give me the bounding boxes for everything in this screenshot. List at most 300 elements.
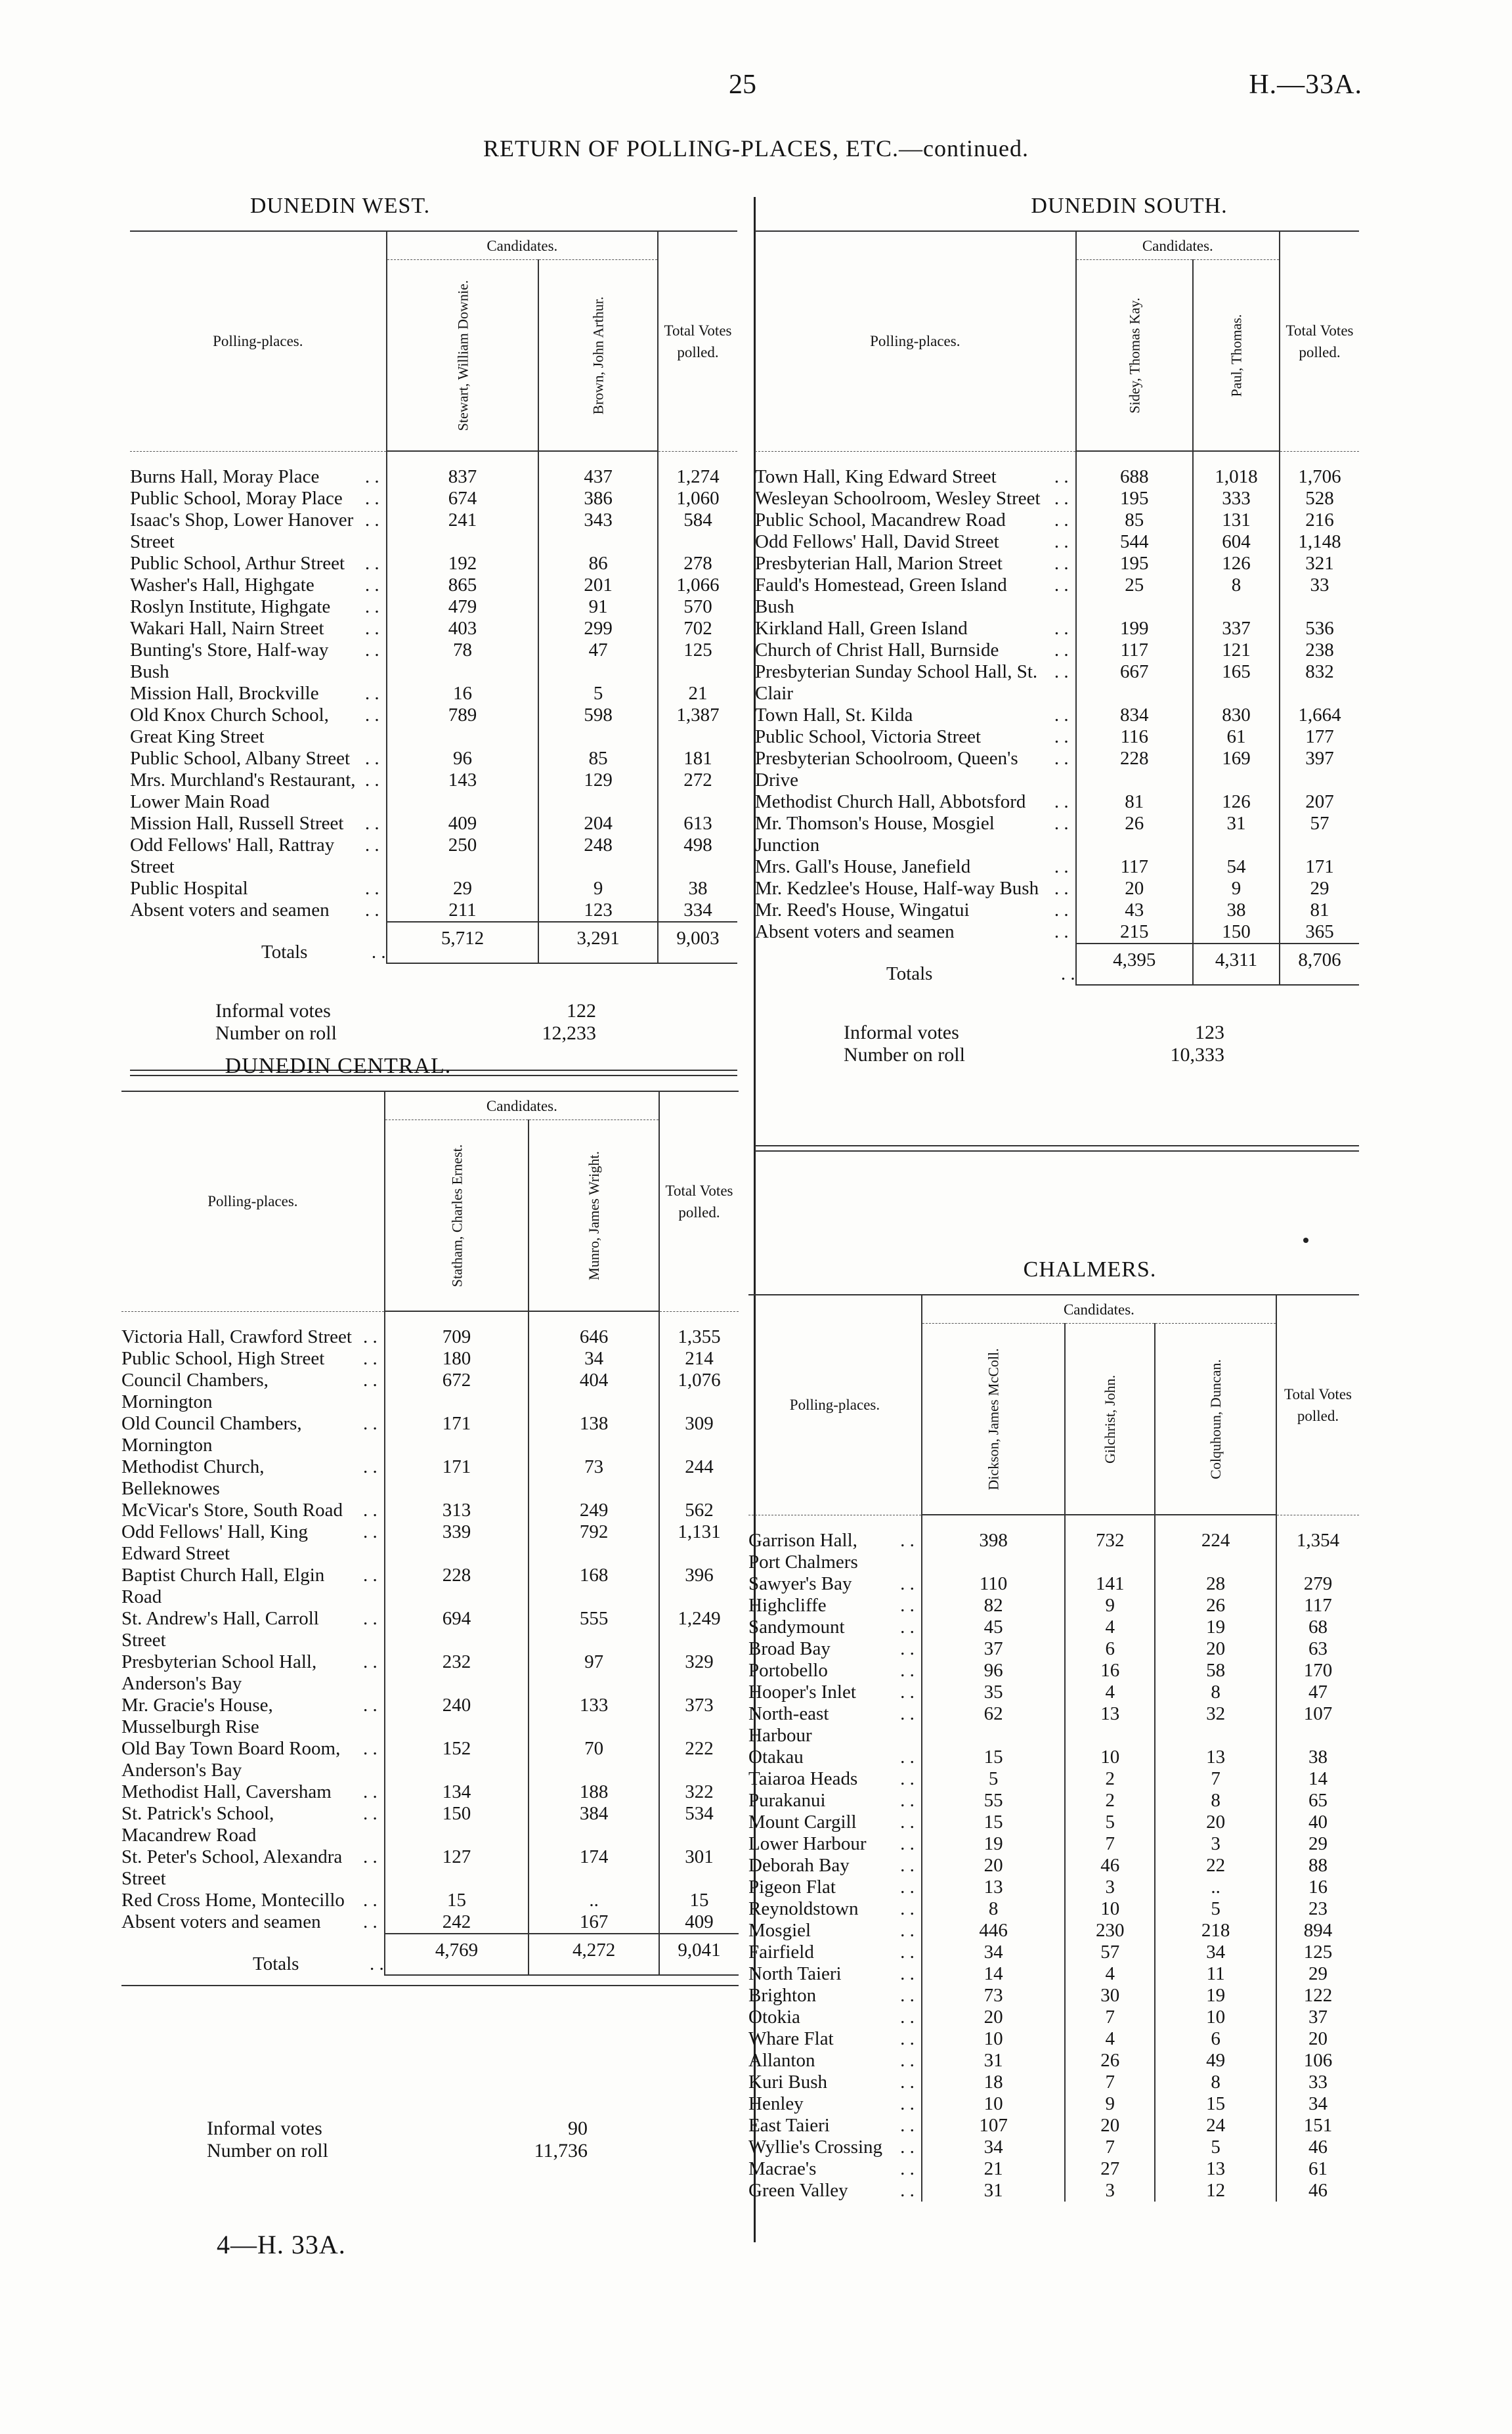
- table-row: [121, 1695, 739, 1738]
- leader-dots: . .: [363, 1565, 378, 1586]
- polling-place-name: Mrs. Gall's House, Janefield: [755, 856, 971, 877]
- leader-dots: . .: [900, 2136, 915, 2158]
- total-votes-cell: 409: [659, 1911, 739, 1934]
- candidate-votes-cell: 732: [1065, 1515, 1155, 1573]
- candidate-votes-cell: 1,018: [1193, 451, 1280, 488]
- candidate-votes-cell: 13: [1155, 1747, 1276, 1768]
- polling-place: [748, 1747, 922, 1768]
- polling-place: [748, 1963, 922, 1985]
- table-row: [130, 618, 737, 640]
- total-votes-cell: 365: [1280, 921, 1359, 944]
- total-votes-cell: 46: [1276, 2180, 1359, 2202]
- polling-place-name: Council Chambers, Mornington: [121, 1370, 269, 1412]
- leader-dots: . .: [900, 1768, 915, 1789]
- candidate-header: Colquhoun, Duncan.: [1155, 1324, 1276, 1515]
- polling-place: [121, 1695, 385, 1738]
- total-votes-cell: 65: [1276, 1790, 1359, 1812]
- candidate-votes-cell: 20: [1155, 1812, 1276, 1833]
- polling-place-name: Public School, Arthur Street: [130, 553, 345, 574]
- total-votes-cell: 1,131: [659, 1521, 739, 1565]
- polling-place: [748, 2115, 922, 2137]
- candidate-votes-cell: 96: [387, 748, 539, 770]
- candidate-votes-cell: 5: [1065, 1812, 1155, 1833]
- candidate-votes-cell: 4: [1065, 2028, 1155, 2050]
- total-votes-cell: 40: [1276, 1812, 1359, 1833]
- table-row: [748, 1855, 1359, 1877]
- polling-place-name: North Taieri: [748, 1963, 842, 1984]
- total-votes-cell: 570: [658, 596, 737, 618]
- table-row: [748, 1682, 1359, 1703]
- polling-place-name: Church of Christ Hall, Burnside: [755, 640, 999, 661]
- table-row: [130, 575, 737, 596]
- candidate-votes-cell: 232: [385, 1651, 529, 1695]
- leader-dots: . .: [364, 618, 379, 639]
- candidate-votes-cell: ..: [529, 1890, 659, 1911]
- total-votes-cell: 46: [1276, 2137, 1359, 2158]
- polling-place-name: Broad Bay: [748, 1638, 831, 1659]
- informal-value: 123: [1195, 1022, 1224, 1043]
- leader-dots: . .: [364, 878, 379, 899]
- candidate-votes-cell: 384: [529, 1803, 659, 1846]
- polling-place-name: Mission Hall, Russell Street: [130, 813, 344, 834]
- total-votes-cell: 329: [659, 1651, 739, 1695]
- candidate-votes-cell: 230: [1065, 1920, 1155, 1942]
- total-votes-cell: 107: [1276, 1703, 1359, 1747]
- polling-place: [755, 640, 1076, 661]
- total-votes-cell: 15: [659, 1890, 739, 1911]
- table-row: [130, 596, 737, 618]
- candidates-header: Candidates.: [1076, 232, 1280, 260]
- candidate-votes-cell: 674: [387, 488, 539, 510]
- polling-place: [121, 1500, 385, 1521]
- candidate-votes-cell: 70: [529, 1738, 659, 1781]
- polling-place: [130, 451, 387, 488]
- table-row: [748, 1768, 1359, 1790]
- table-row: [748, 1515, 1359, 1573]
- table-row: [748, 1920, 1359, 1942]
- leader-dots: . .: [363, 1413, 378, 1434]
- totals-cell: 4,395: [1076, 944, 1193, 985]
- candidate-votes-cell: 13: [1065, 1703, 1155, 1747]
- candidate-votes-cell: 337: [1193, 618, 1280, 640]
- polling-place-name: Kuri Bush: [748, 2071, 828, 2093]
- leader-dots: . .: [364, 748, 379, 769]
- candidate-votes-cell: 86: [538, 553, 658, 575]
- polling-place-name: Burns Hall, Moray Place: [130, 466, 320, 487]
- total-votes-cell: 125: [1276, 1942, 1359, 1963]
- polling-place: [748, 1920, 922, 1942]
- polling-place: [748, 2028, 922, 2050]
- informal-value: 90: [568, 2118, 588, 2139]
- total-votes-cell: 57: [1280, 813, 1359, 856]
- polling-place: [748, 1898, 922, 1920]
- polling-place-name: Odd Fellows' Hall, Rattray Street: [130, 835, 335, 877]
- candidate-votes-cell: 8: [1155, 1682, 1276, 1703]
- candidate-votes-cell: 26: [1065, 2050, 1155, 2072]
- polling-place-name: Whare Flat: [748, 2028, 834, 2049]
- polling-place-name: Public School, Moray Place: [130, 488, 343, 509]
- candidate-votes-cell: 37: [922, 1638, 1065, 1660]
- table-row: [755, 531, 1359, 553]
- candidate-votes-cell: 10: [1065, 1898, 1155, 1920]
- leader-dots: . .: [900, 1854, 915, 1876]
- leader-dots: . .: [900, 1963, 915, 1984]
- leader-dots: . .: [1054, 488, 1069, 509]
- candidate-votes-cell: 28: [1155, 1573, 1276, 1595]
- total-votes-cell: 29: [1280, 878, 1359, 900]
- leader-dots: . .: [364, 705, 379, 726]
- candidate-votes-cell: 26: [1076, 813, 1193, 856]
- polling-place: [121, 1521, 385, 1565]
- polling-place-name: Brighton: [748, 1984, 817, 2006]
- polling-place-name: Town Hall, King Edward Street: [755, 466, 997, 487]
- informal-value: 122: [567, 1000, 596, 1022]
- candidate-votes-cell: 7: [1065, 2137, 1155, 2158]
- polling-place: [755, 705, 1076, 726]
- table-row: [130, 451, 737, 488]
- polling-place: [748, 1595, 922, 1617]
- total-votes-cell: 14: [1276, 1768, 1359, 1790]
- leader-dots: . .: [363, 1781, 378, 1802]
- candidate-votes-cell: 228: [385, 1565, 529, 1608]
- table-row: [748, 1703, 1359, 1747]
- total-votes-cell: 321: [1280, 553, 1359, 575]
- candidate-votes-cell: 150: [385, 1803, 529, 1846]
- candidate-votes-cell: 409: [387, 813, 539, 835]
- polling-place-name: Purakanui: [748, 1789, 826, 1811]
- leader-dots: . .: [900, 2179, 915, 2201]
- candidate-votes-cell: 215: [1076, 921, 1193, 944]
- table-row: [755, 510, 1359, 531]
- table-row: [121, 1738, 739, 1781]
- candidate-votes-cell: 57: [1065, 1942, 1155, 1963]
- polling-place-name: St. Patrick's School, Macandrew Road: [121, 1803, 274, 1846]
- leader-dots: . .: [900, 1898, 915, 1919]
- candidate-votes-cell: 8: [1193, 575, 1280, 618]
- polling-place: [755, 813, 1076, 856]
- total-votes-cell: 1,066: [658, 575, 737, 596]
- table-row: [755, 726, 1359, 748]
- candidate-votes-cell: 31: [922, 2050, 1065, 2072]
- polling-place-name: Garrison Hall, Port Chalmers: [748, 1529, 858, 1573]
- stray-mark: [1303, 1238, 1308, 1243]
- candidate-votes-cell: 598: [538, 705, 658, 748]
- total-votes-header: Total Votes polled.: [659, 1092, 739, 1311]
- page-number: 25: [729, 70, 756, 100]
- totals-text: Totals: [261, 942, 308, 963]
- total-votes-cell: 498: [658, 835, 737, 878]
- polling-place-name: Lower Harbour: [748, 1833, 867, 1854]
- totals-cell: 4,769: [385, 1934, 529, 1975]
- totals-cell: 8,706: [1280, 944, 1359, 985]
- totals-row: [755, 944, 1359, 985]
- candidate-votes-cell: 204: [538, 813, 658, 835]
- candidate-votes-cell: 8: [922, 1898, 1065, 1920]
- candidate-votes-cell: 9: [1065, 2093, 1155, 2115]
- polling-place: [748, 1855, 922, 1877]
- candidate-votes-cell: 20: [1076, 878, 1193, 900]
- polling-place-name: Roslyn Institute, Highgate: [130, 596, 331, 617]
- table-row: [121, 1348, 739, 1370]
- leader-dots: . .: [1054, 705, 1069, 726]
- candidate-votes-cell: 672: [385, 1370, 529, 1413]
- leader-dots: . .: [1054, 531, 1069, 552]
- candidate-votes-cell: 91: [538, 596, 658, 618]
- candidate-votes-cell: 694: [385, 1608, 529, 1651]
- candidate-votes-cell: ..: [1155, 1877, 1276, 1898]
- candidate-votes-cell: 249: [529, 1500, 659, 1521]
- polling-place: [755, 921, 1076, 944]
- candidate-votes-cell: 26: [1155, 1595, 1276, 1617]
- polling-place-name: St. Peter's School, Alexandra Street: [121, 1846, 343, 1889]
- leader-dots: . .: [364, 835, 379, 856]
- table-row: [755, 791, 1359, 813]
- polling-place: [755, 451, 1076, 488]
- leader-dots: . .: [1060, 963, 1075, 984]
- leader-dots: . .: [370, 1953, 384, 1974]
- candidate-votes-cell: 437: [538, 451, 658, 488]
- table-row: [121, 1370, 739, 1413]
- candidate-votes-cell: 667: [1076, 661, 1193, 705]
- candidate-votes-cell: 55: [922, 1790, 1065, 1812]
- section-rule: [121, 1985, 739, 1986]
- candidate-votes-cell: 688: [1076, 451, 1193, 488]
- totals-cell: 9,003: [658, 922, 737, 963]
- table-row: [130, 640, 737, 683]
- table-row: [121, 1521, 739, 1565]
- section-chalmers: [748, 1257, 1359, 2202]
- candidate-votes-cell: 15: [1155, 2093, 1276, 2115]
- table-row: [748, 1638, 1359, 1660]
- polling-place-name: Mr. Reed's House, Wingatui: [755, 900, 970, 921]
- candidate-votes-cell: 107: [922, 2115, 1065, 2137]
- leader-dots: . .: [364, 640, 379, 661]
- polling-place-name: Reynoldstown: [748, 1898, 859, 1919]
- candidate-votes-cell: 218: [1155, 1920, 1276, 1942]
- total-votes-cell: 244: [659, 1456, 739, 1500]
- leader-dots: . .: [900, 1941, 915, 1963]
- candidate-votes-cell: 19: [1155, 1617, 1276, 1638]
- table-row: [121, 1565, 739, 1608]
- total-votes-cell: 170: [1276, 1660, 1359, 1682]
- table-row: [121, 1413, 739, 1456]
- polling-place: [748, 1768, 922, 1790]
- leader-dots: . .: [363, 1911, 378, 1932]
- total-votes-header: Total Votes polled.: [1276, 1295, 1359, 1515]
- polling-place: [748, 2072, 922, 2093]
- table-row: [748, 1985, 1359, 2007]
- polling-place: [748, 1833, 922, 1855]
- table-row: [748, 1833, 1359, 1855]
- candidate-votes-cell: 34: [1155, 1942, 1276, 1963]
- totals-row: [130, 922, 737, 963]
- totals-text: Totals: [253, 1953, 299, 1974]
- total-votes-header: Total Votes polled.: [1280, 232, 1359, 451]
- candidate-votes-cell: 19: [1155, 1985, 1276, 2007]
- totals-cell: 5,712: [387, 922, 539, 963]
- total-votes-cell: 322: [659, 1781, 739, 1803]
- polling-place: [755, 878, 1076, 900]
- polling-place: [755, 553, 1076, 575]
- roll-summary: [755, 1022, 1359, 1066]
- leader-dots: . .: [363, 1521, 378, 1542]
- polling-place: [755, 748, 1076, 791]
- candidate-votes-cell: 479: [387, 596, 539, 618]
- total-votes-cell: 1,076: [659, 1370, 739, 1413]
- total-votes-cell: 63: [1276, 1638, 1359, 1660]
- informal-label: Informal votes: [844, 1022, 959, 1043]
- polling-place-name: Sandymount: [748, 1616, 845, 1638]
- candidate-header: Brown, John Arthur.: [538, 260, 658, 452]
- polling-place: [121, 1413, 385, 1456]
- table-row: [121, 1608, 739, 1651]
- candidate-votes-cell: 201: [538, 575, 658, 596]
- polling-place-name: Mosgiel: [748, 1919, 811, 1941]
- candidate-votes-cell: 110: [922, 1573, 1065, 1595]
- total-votes-cell: 125: [658, 640, 737, 683]
- leader-dots: . .: [364, 596, 379, 617]
- leader-dots: . .: [1054, 726, 1069, 747]
- polling-place: [755, 661, 1076, 705]
- leader-dots: . .: [900, 1594, 915, 1616]
- table-row: [130, 510, 737, 553]
- candidate-votes-cell: 228: [1076, 748, 1193, 791]
- informal-label: Informal votes: [215, 1000, 331, 1022]
- leader-dots: . .: [1054, 466, 1069, 487]
- polling-place: [755, 531, 1076, 553]
- candidate-votes-cell: 242: [385, 1911, 529, 1934]
- candidate-votes-cell: 792: [529, 1521, 659, 1565]
- candidate-votes-cell: 131: [1193, 510, 1280, 531]
- polling-places-header: Polling-places.: [748, 1295, 922, 1515]
- candidate-votes-cell: 116: [1076, 726, 1193, 748]
- polling-place: [755, 618, 1076, 640]
- polling-place: [755, 726, 1076, 748]
- section-title: CHALMERS.: [1023, 1257, 1157, 1282]
- candidate-votes-cell: 2: [1065, 1768, 1155, 1790]
- candidate-votes-cell: 73: [922, 1985, 1065, 2007]
- candidate-votes-cell: 13: [1155, 2158, 1276, 2180]
- polling-place: [130, 900, 387, 922]
- candidate-votes-cell: 32: [1155, 1703, 1276, 1747]
- candidate-votes-cell: 134: [385, 1781, 529, 1803]
- leader-dots: . .: [900, 1919, 915, 1941]
- candidate-votes-cell: 5: [922, 1768, 1065, 1790]
- candidate-votes-cell: 7: [1065, 1833, 1155, 1855]
- total-votes-cell: 171: [1280, 856, 1359, 878]
- candidate-votes-cell: 117: [1076, 856, 1193, 878]
- candidate-votes-cell: 6: [1155, 2028, 1276, 2050]
- totals-label: [121, 1934, 385, 1975]
- polling-place-name: Presbyterian School Hall, Anderson's Bay: [121, 1651, 317, 1694]
- roll-label: Number on roll: [207, 2140, 328, 2162]
- candidate-votes-cell: 180: [385, 1348, 529, 1370]
- total-votes-cell: 373: [659, 1695, 739, 1738]
- total-votes-cell: 216: [1280, 510, 1359, 531]
- table-row: [121, 1651, 739, 1695]
- candidate-votes-cell: 20: [922, 1855, 1065, 1877]
- total-votes-cell: 207: [1280, 791, 1359, 813]
- polling-place-name: Mr. Kedzlee's House, Half-way Bush: [755, 878, 1039, 899]
- candidate-votes-cell: 117: [1076, 640, 1193, 661]
- section-dunedin-west: [130, 194, 737, 1076]
- total-votes-cell: 613: [658, 813, 737, 835]
- leader-dots: . .: [900, 2114, 915, 2136]
- table-row: [748, 1942, 1359, 1963]
- totals-label: [130, 922, 387, 963]
- polling-place-name: Mr. Gracie's House, Musselburgh Rise: [121, 1695, 273, 1737]
- total-votes-cell: 1,387: [658, 705, 737, 748]
- candidate-votes-cell: 9: [1065, 1595, 1155, 1617]
- leader-dots: . .: [900, 2049, 915, 2071]
- table-row: [755, 640, 1359, 661]
- total-votes-cell: 222: [659, 1738, 739, 1781]
- polling-place: [130, 748, 387, 770]
- total-votes-cell: 34: [1276, 2093, 1359, 2115]
- table-row: [130, 553, 737, 575]
- candidate-votes-cell: 24: [1155, 2115, 1276, 2137]
- candidate-votes-cell: 3: [1065, 2180, 1155, 2202]
- candidate-votes-cell: 14: [922, 1963, 1065, 1985]
- candidate-votes-cell: 241: [387, 510, 539, 553]
- polling-place: [121, 1608, 385, 1651]
- candidate-votes-cell: 38: [1193, 900, 1280, 921]
- candidate-votes-cell: 143: [387, 770, 539, 813]
- roll-summary: [121, 2118, 739, 2162]
- leader-dots: . .: [900, 2071, 915, 2093]
- total-votes-cell: 214: [659, 1348, 739, 1370]
- leader-dots: . .: [1054, 900, 1069, 921]
- polling-place: [755, 791, 1076, 813]
- leader-dots: . .: [900, 1529, 915, 1551]
- polling-place: [130, 510, 387, 553]
- candidate-votes-cell: 709: [385, 1311, 529, 1348]
- candidate-votes-cell: 150: [1193, 921, 1280, 944]
- polling-place: [121, 1565, 385, 1608]
- polling-place-name: Public Hospital: [130, 878, 248, 899]
- candidates-header: Candidates.: [385, 1092, 659, 1120]
- section-dunedin-central: [121, 1054, 739, 2162]
- table-row: [755, 921, 1359, 944]
- section-title: DUNEDIN SOUTH.: [1031, 194, 1228, 218]
- table-row: [130, 683, 737, 705]
- table-row: [130, 878, 737, 900]
- polling-place-name: Methodist Hall, Caversham: [121, 1781, 332, 1802]
- leader-dots: . .: [900, 1746, 915, 1768]
- candidate-votes-cell: 78: [387, 640, 539, 683]
- table-row: [130, 900, 737, 922]
- polling-place-name: North-east Harbour: [748, 1703, 829, 1746]
- results-table: [121, 1092, 739, 1976]
- polling-place-name: Taiaroa Heads: [748, 1768, 858, 1789]
- leader-dots: . .: [363, 1890, 378, 1911]
- candidate-votes-cell: 248: [538, 835, 658, 878]
- polling-place: [121, 1348, 385, 1370]
- candidate-votes-cell: 141: [1065, 1573, 1155, 1595]
- candidate-votes-cell: 169: [1193, 748, 1280, 791]
- document-reference: H.—33A.: [1249, 70, 1362, 100]
- totals-text: Totals: [886, 963, 933, 984]
- candidate-votes-cell: 126: [1193, 553, 1280, 575]
- polling-place-name: Deborah Bay: [748, 1854, 850, 1876]
- total-votes-cell: 832: [1280, 661, 1359, 705]
- candidate-votes-cell: 126: [1193, 791, 1280, 813]
- candidate-votes-cell: 97: [529, 1651, 659, 1695]
- polling-place-name: Presbyterian Hall, Marion Street: [755, 553, 1003, 574]
- leader-dots: . .: [363, 1651, 378, 1672]
- candidate-votes-cell: 865: [387, 575, 539, 596]
- leader-dots: . .: [1054, 510, 1069, 531]
